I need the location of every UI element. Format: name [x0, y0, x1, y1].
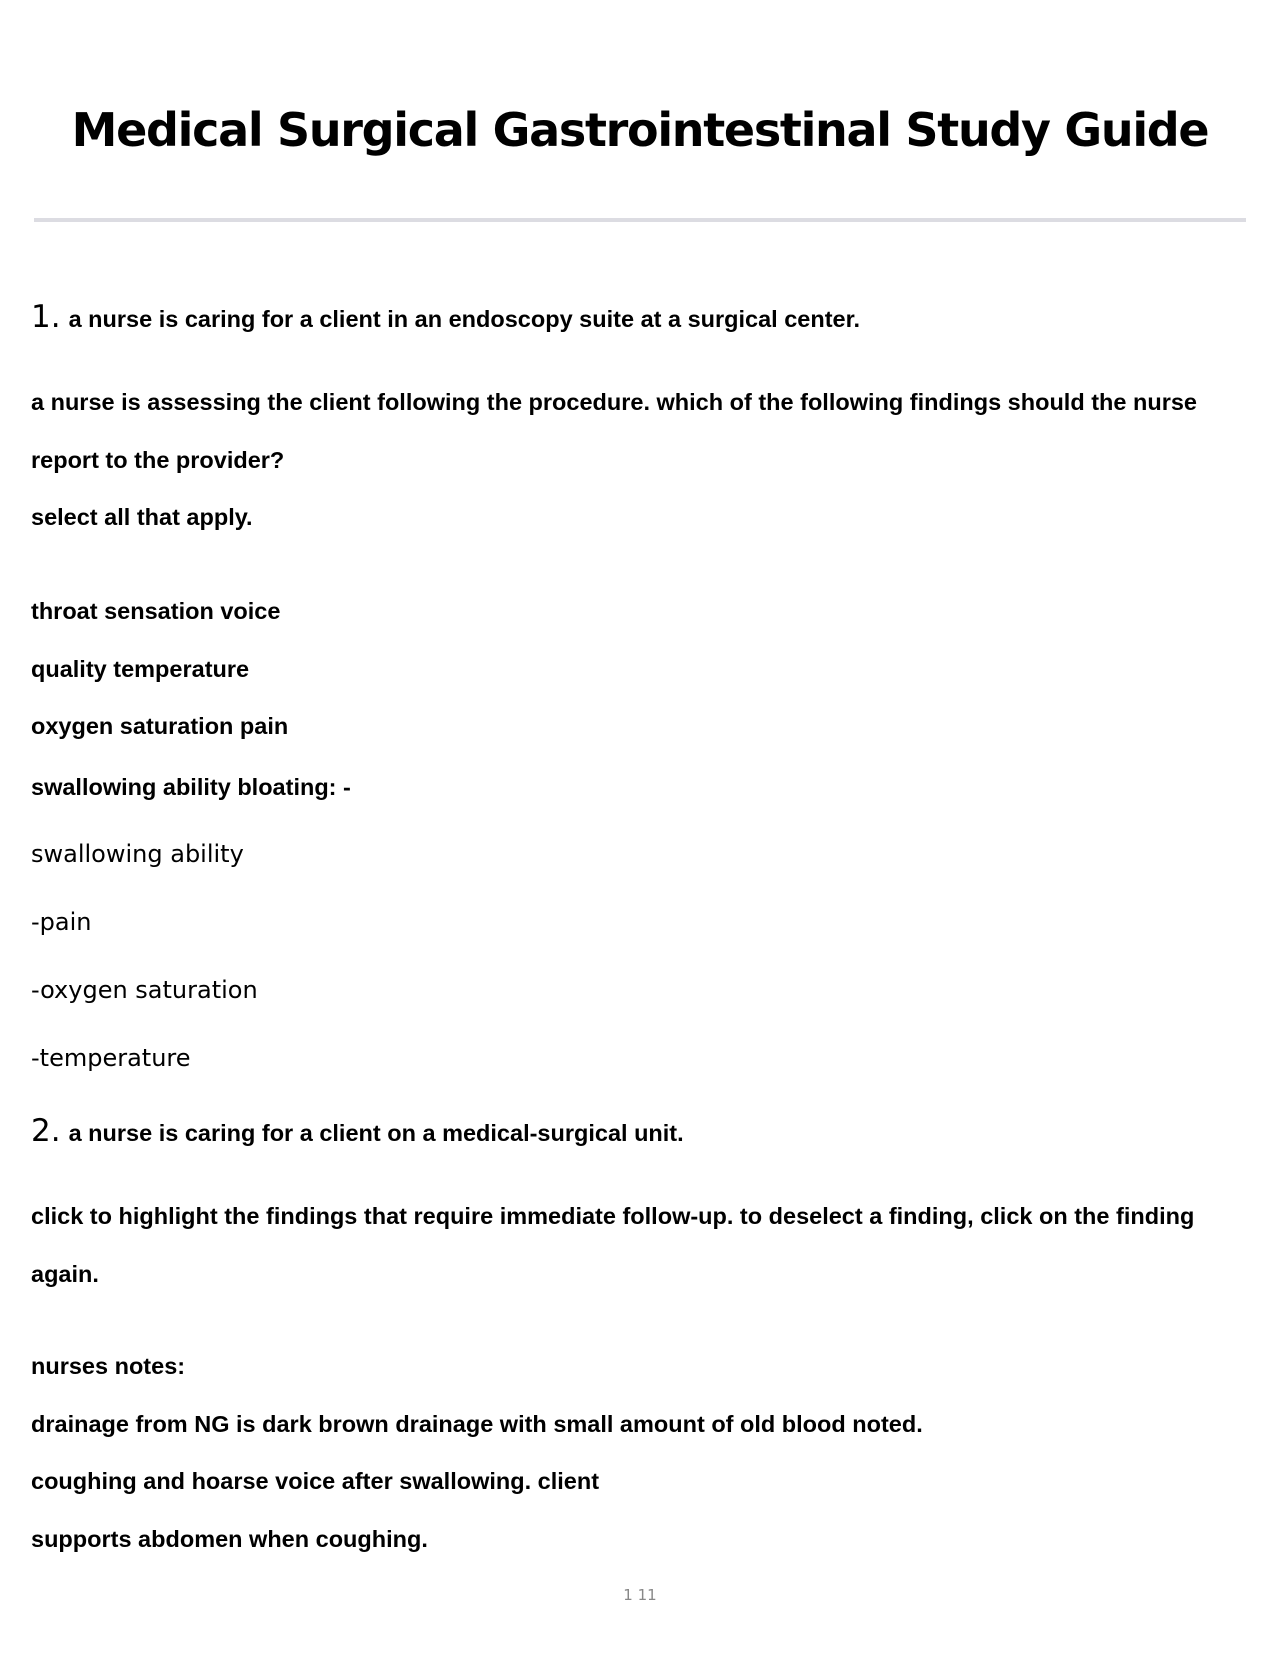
nurses-note-line: drainage from NG is dark brown drainage with small amount of old blood noted. [31, 1411, 923, 1437]
question-1-header [31, 299, 861, 335]
question-number: 1. [31, 299, 61, 335]
question-1-answer: swallowing ability [31, 840, 244, 868]
question-2-body-line: click to highlight the findings that require immediate follow-up. to deselect a finding, click on the finding [31, 1203, 1195, 1229]
question-prompt: a nurse is caring for a client in an endoscopy suite at a surgical center. [68, 306, 861, 332]
title-divider [34, 218, 1246, 222]
nurses-notes-label: nurses notes: [31, 1353, 186, 1379]
question-1-answer: -temperature [31, 1044, 191, 1072]
question-1-answer: -oxygen saturation [31, 976, 258, 1004]
question-1-instruction: select all that apply. [31, 504, 253, 530]
question-1-option: throat sensation voice [31, 598, 281, 624]
question-number: 2. [31, 1113, 61, 1149]
question-1-body-line: a nurse is assessing the client following the procedure. which of the following findings should the nurse [31, 389, 1197, 415]
nurses-note-line: supports abdomen when coughing. [31, 1526, 428, 1552]
question-1-option: swallowing ability bloating: - [31, 774, 351, 800]
question-1-answer: -pain [31, 908, 92, 936]
nurses-note-line: coughing and hoarse voice after swallowing. client [31, 1468, 600, 1494]
page-number: 1 11 [623, 1586, 657, 1604]
question-2-header [31, 1113, 684, 1149]
question-1-body-line: report to the provider? [31, 447, 285, 473]
question-2-body-line: again. [31, 1261, 99, 1287]
question-1-option: oxygen saturation pain [31, 713, 289, 739]
question-1-option: quality temperature [31, 656, 250, 682]
document-title: Medical Surgical Gastrointestinal Study Guide [71, 103, 1209, 157]
question-prompt: a nurse is caring for a client on a medical-surgical unit. [68, 1120, 684, 1146]
